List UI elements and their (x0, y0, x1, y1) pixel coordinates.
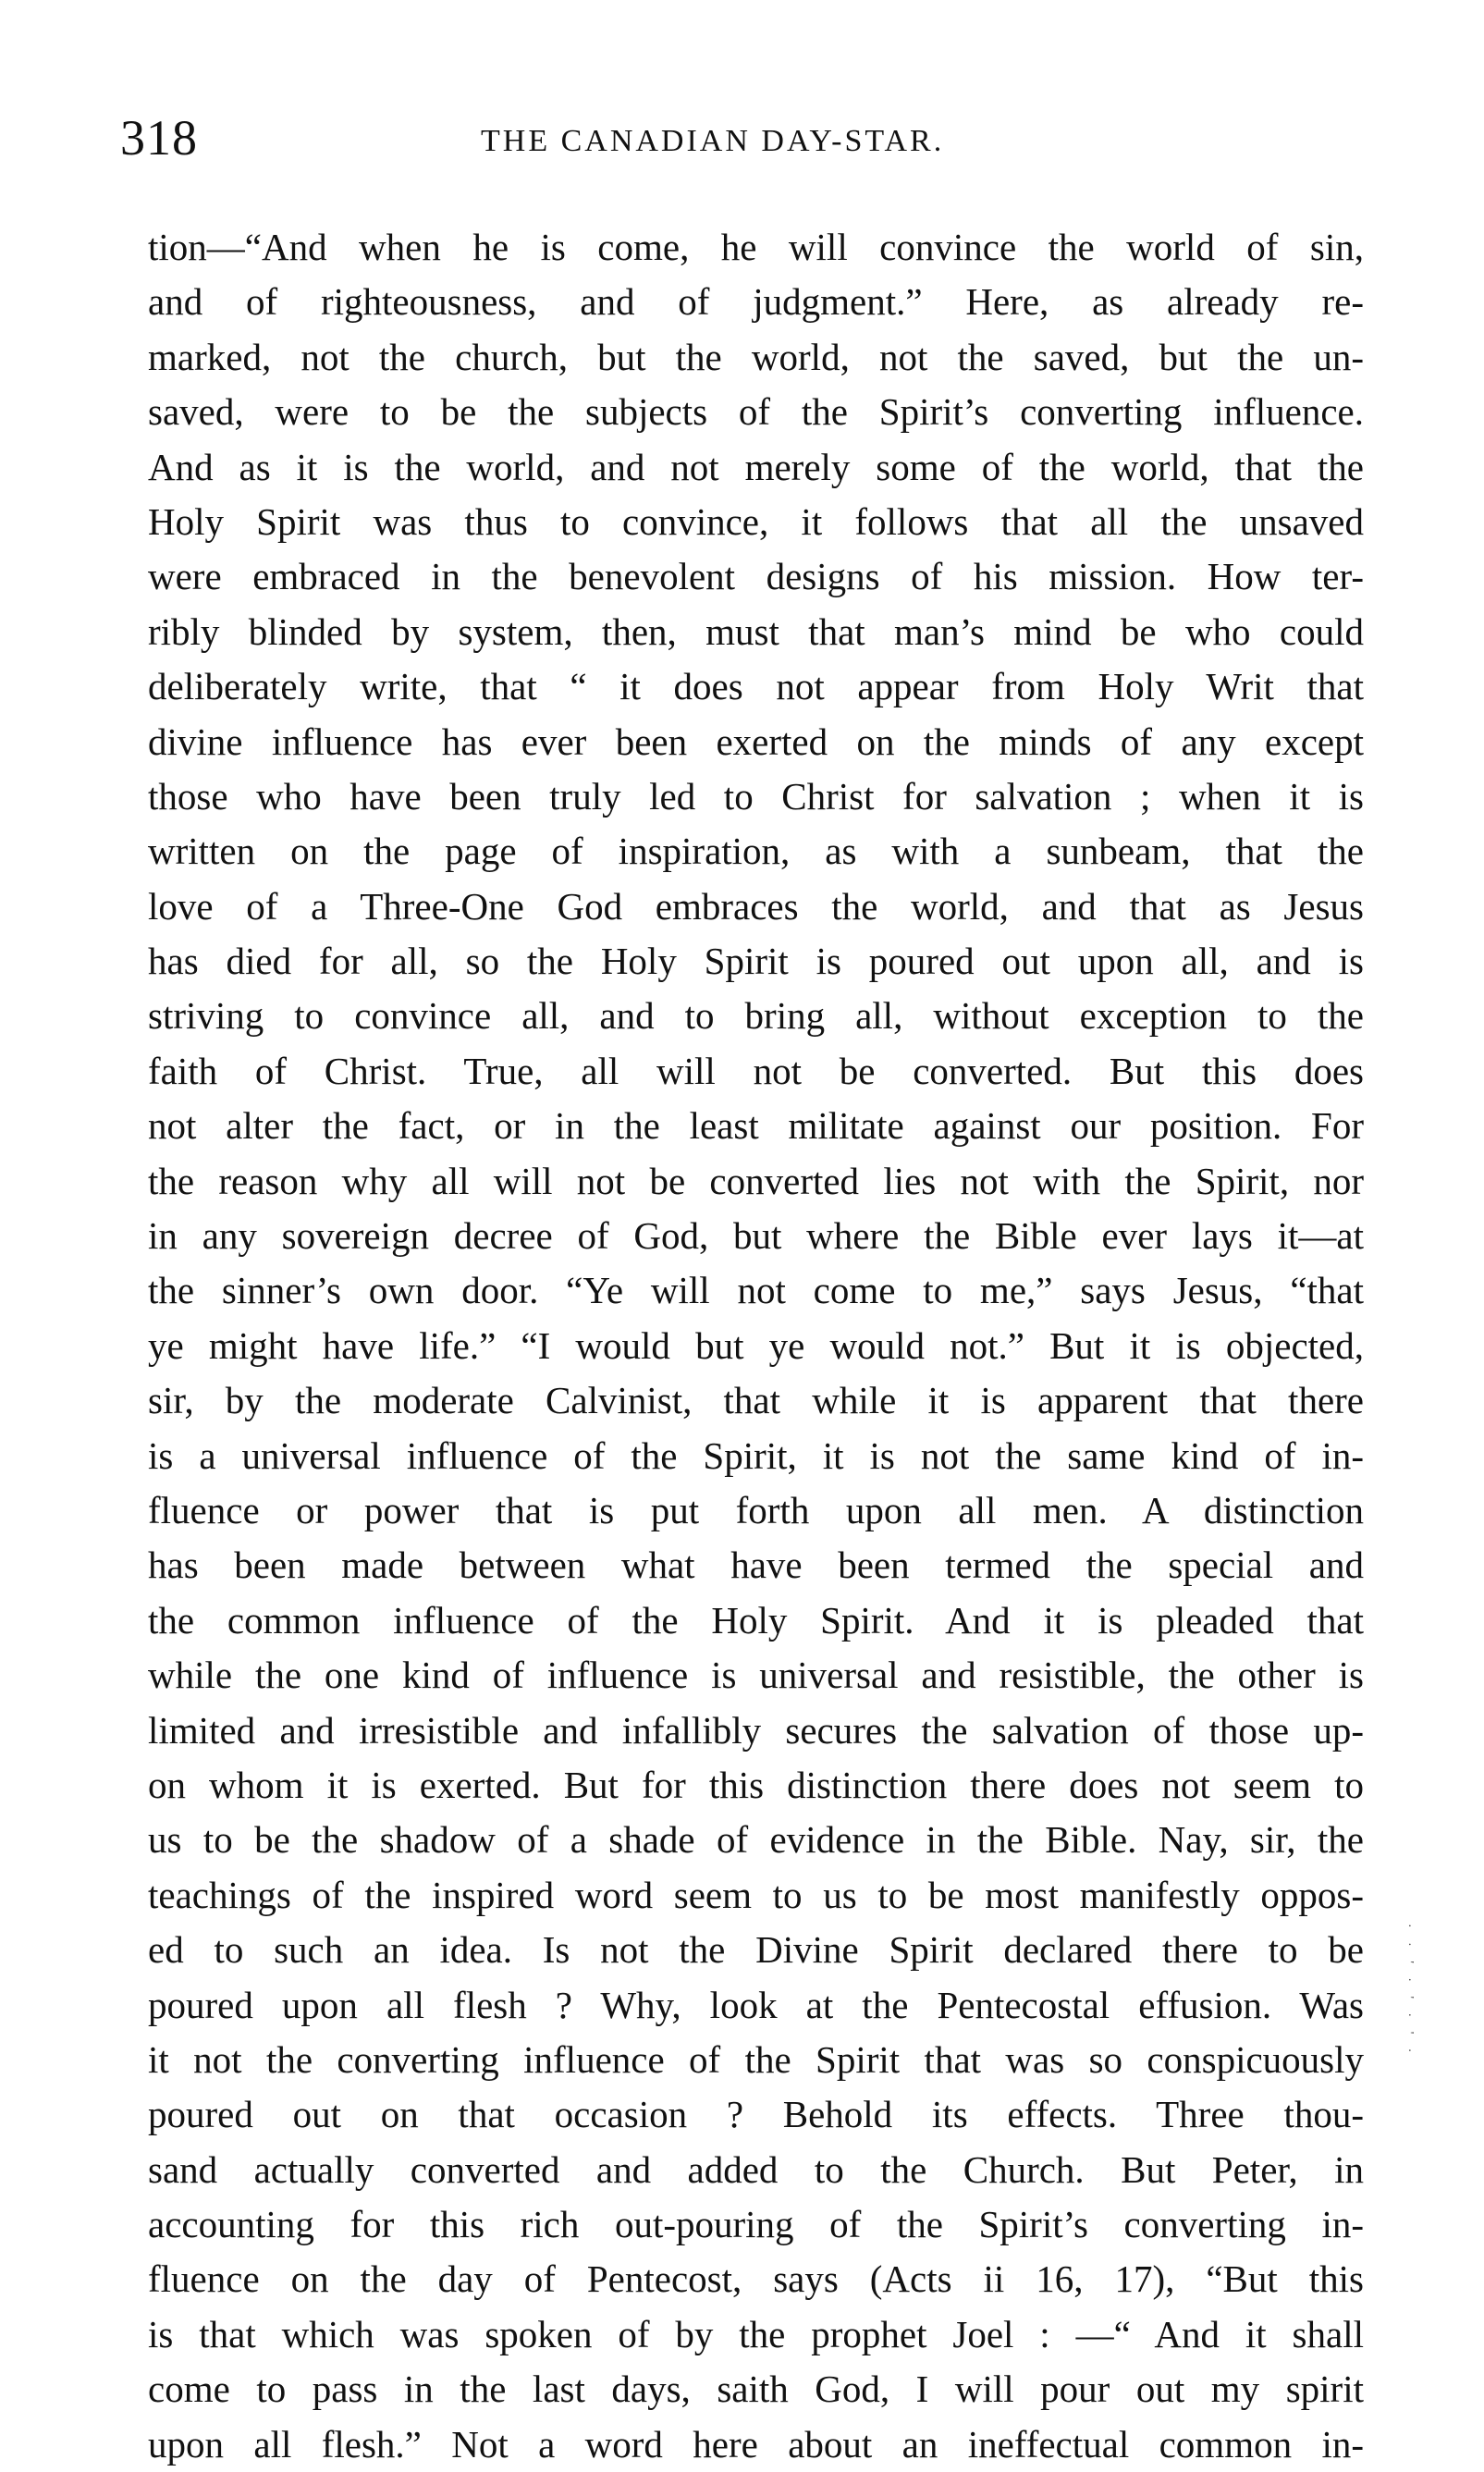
text-line: divine influence has ever been exerted on the minds of any except (148, 719, 1364, 763)
text-line: come to pass in the last days, saith God, I will pour out my spirit (148, 2367, 1364, 2411)
text-line: and of righteousness, and of judgment.” Here, as already re- (148, 280, 1364, 324)
text-line: in any sovereign decree of God, but where the Bible ever lays it—at (148, 1214, 1364, 1258)
text-line: faith of Christ. True, all will not be converted. But this does (148, 1049, 1364, 1092)
text-line: striving to convince all, and to bring all, without exception to the (148, 994, 1364, 1038)
text-line: not alter the fact, or in the least militate against our position. For (148, 1104, 1364, 1148)
text-line: is a universal influence of the Spirit, it is not the same kind of in- (148, 1433, 1364, 1477)
text-line: teachings of the inspired word seem to us to be most manifestly oppos- (148, 1873, 1364, 1916)
running-head: THE CANADIAN DAY-STAR. (481, 124, 945, 158)
text-line: has been made between what have been termed the special and (148, 1543, 1364, 1587)
text-line: ed to such an idea. Is not the Divine Spirit declared there to be (148, 1928, 1364, 1972)
text-line: upon all flesh.” Not a word here about an ineffectual common in- (148, 2422, 1364, 2466)
text-line: ribly blinded by system, then, must that man’s mind be who could (148, 609, 1364, 653)
text-line: the common influence of the Holy Spirit. And it is pleaded that (148, 1598, 1364, 1642)
text-line: while the one kind of influence is universal and resistible, the other is (148, 1654, 1364, 1697)
text-line: ye might have life.” “I would but ye would not.” But it is objected, (148, 1323, 1364, 1367)
text-line: fluence on the day of Pentecost, says (Acts ii 16, 17), “But this (148, 2257, 1364, 2301)
text-line: tion—“And when he is come, he will convince the world of sin, (148, 226, 1364, 268)
margin-print-marks: · · ' · ' · ' · (1402, 1924, 1416, 2059)
text-line: were embraced in the benevolent designs of his mission. How ter- (148, 555, 1364, 598)
text-line: on whom it is exerted. But for this distinction there does not seem to (148, 1763, 1364, 1806)
text-line: poured upon all flesh ? Why, look at the Pentecostal effusion. Was (148, 1983, 1364, 2026)
text-line: fluence or power that is put forth upon all men. A distinction (148, 1488, 1364, 1531)
text-line: us to be the shadow of a shade of evidence in the Bible. Nay, sir, the (148, 1818, 1364, 1862)
text-line: it not the converting influence of the Spirit that was so conspicuously (148, 2037, 1364, 2081)
text-line: limited and irresistible and infallibly secures the salvation of those up- (148, 1708, 1364, 1752)
text-line: poured out on that occasion ? Behold its effects. Three thou- (148, 2093, 1364, 2136)
body-text (148, 220, 1364, 2472)
text-line: saved, were to be the subjects of the Spirit’s converting influence. (148, 390, 1364, 434)
text-line: is that which was spoken of by the prophet Joel : —“ And it shall (148, 2312, 1364, 2355)
text-line: deliberately write, that “ it does not appear from Holy Writ that (148, 665, 1364, 708)
text-line: Holy Spirit was thus to convince, it follows that all the unsaved (148, 499, 1364, 543)
text-line: the reason why all will not be converted lies not with the Spirit, nor (148, 1159, 1364, 1202)
page-number: 318 (120, 110, 198, 166)
text-line: accounting for this rich out-pouring of the Spirit’s converting in- (148, 2203, 1364, 2246)
text-line: has died for all, so the Holy Spirit is poured out upon all, and is (148, 940, 1364, 983)
text-line: And as it is the world, and not merely some of the world, that the (148, 445, 1364, 488)
text-line: sand actually converted and added to the Church. But Peter, in (148, 2147, 1364, 2191)
text-line: sir, by the moderate Calvinist, that while it is apparent that there (148, 1379, 1364, 1422)
text-line: the sinner’s own door. “Ye will not come to me,” says Jesus, “that (148, 1269, 1364, 1312)
text-line: love of a Three-One God embraces the world, and that as Jesus (148, 884, 1364, 928)
page-header (120, 109, 1368, 174)
text-line: written on the page of inspiration, as with a sunbeam, that the (148, 830, 1364, 873)
text-line: marked, not the church, but the world, not the saved, but the un- (148, 335, 1364, 378)
text-line: those who have been truly led to Christ for salvation ; when it is (148, 774, 1364, 818)
